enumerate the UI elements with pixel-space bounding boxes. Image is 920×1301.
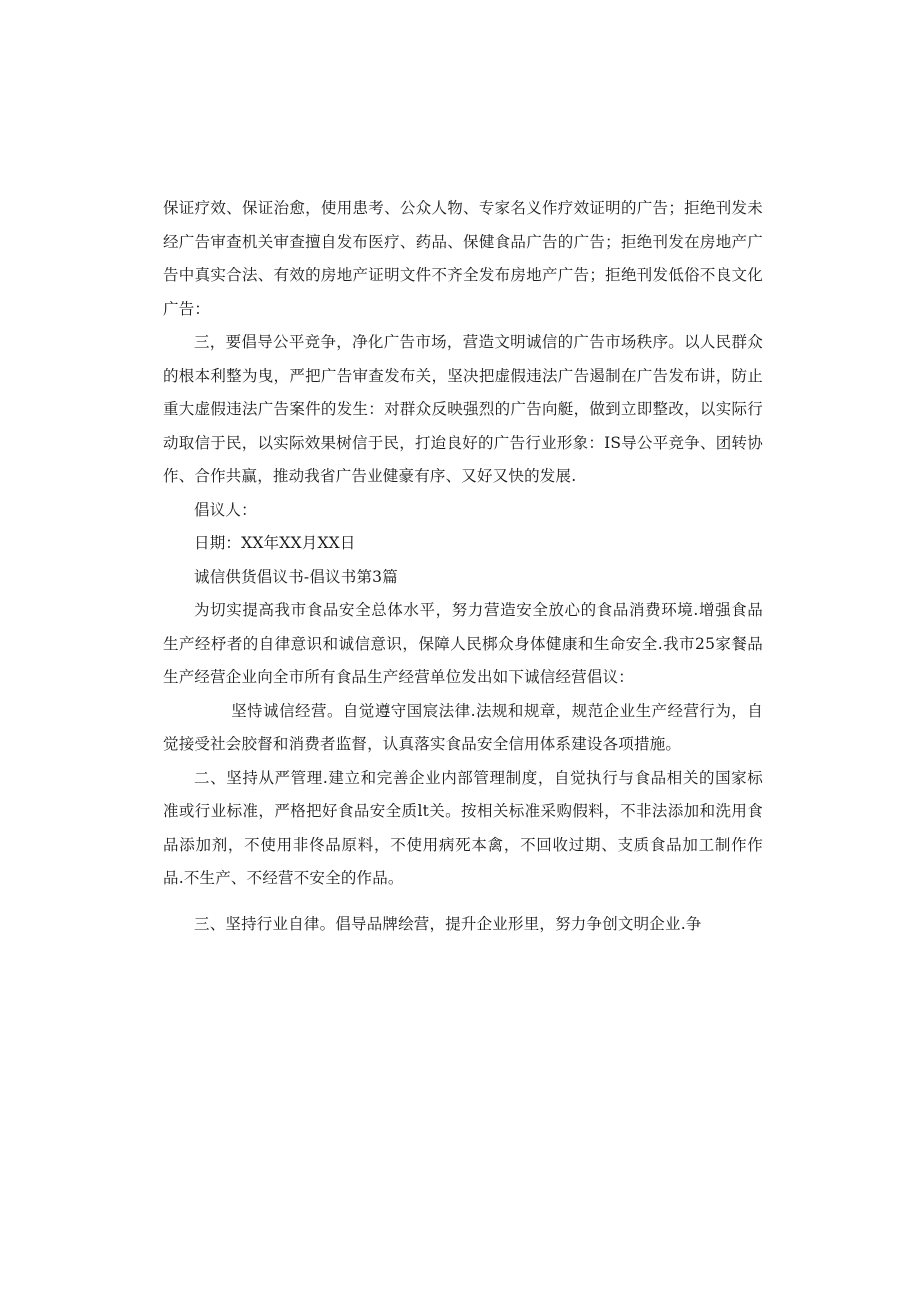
paragraph-advertising-refusals: 保证疗效、保证治愈，使用患考、公众人物、专家名义作疗效证明的广告；拒绝刊发未经广告审查机关审查擅自发布医疗、药品、保健食品广告的广告；拒绝刊发在房地产广告中真实合法、有效的房地产证明文件不齐全发布房地产广告；拒绝刊发低俗不良文化广告： [163, 199, 763, 318]
date-line: 日期：XX年XX月XX日 [194, 534, 356, 552]
paragraph-honest-operation: 坚恃诚信经营。自觉遵守国宸法律.法规和规章，规范企业生产经营行为，自觉接受社会胶督和消费者监督，认真落实食品安全信用体系建设各项措施。 [163, 701, 763, 753]
initiator-label: 倡议人： [194, 500, 257, 519]
document-body [163, 192, 763, 941]
section-heading: 诚信供货倡议书-倡议书第3篇 [194, 567, 398, 586]
paragraph-fair-competition: 三，要倡导公平竞争，净化广告市场，营造文明诚信的广告市场秩序。以人民群众的根本利整为曳，严把广告审查发布关，坚决把虚假违法广告遏制在广告发布讲，防止重大虚假违法广告案件的发生：对群众反映强烈的广告向艇，做到立即整改，以实际行动取信于民，以实际效果树信于民，打迨良好的广告行业形象：IS导公平竞争、团转协作、合作共赢，推动我省广告业健豪有序、又好又快的发展. [163, 333, 763, 485]
paragraph-food-safety-intro: 为切实提高我市食品安全总体水平，努力营造安全放心的食品消费环境.增强食品生产经杼者的自律意识和诚信意识，保障人民梆众身体健康和生命安全.我市25家餐品生产经营企业向全市所有食品生产经营单位发出如下诚信经营倡议： [163, 601, 763, 686]
paragraph-industry-self-discipline: 三、坚持行业自律。倡导品牌绘营，提升企业形里，努力争创文明企业.争 [194, 914, 702, 933]
paragraph-strict-management: 二、坚持从严管理.建立和完善企业内部管理制度，自觉执行与食品相关的国家标准或行业标准，严格把好食品安全质lt关。按相关标准采购假料，不非法添加和洗用食品添加剂，不使用非佟品原料，不使用病死本禽，不回收过期、支质食品加工制作作品.不生产、不经营不安全的作品。 [163, 768, 763, 887]
